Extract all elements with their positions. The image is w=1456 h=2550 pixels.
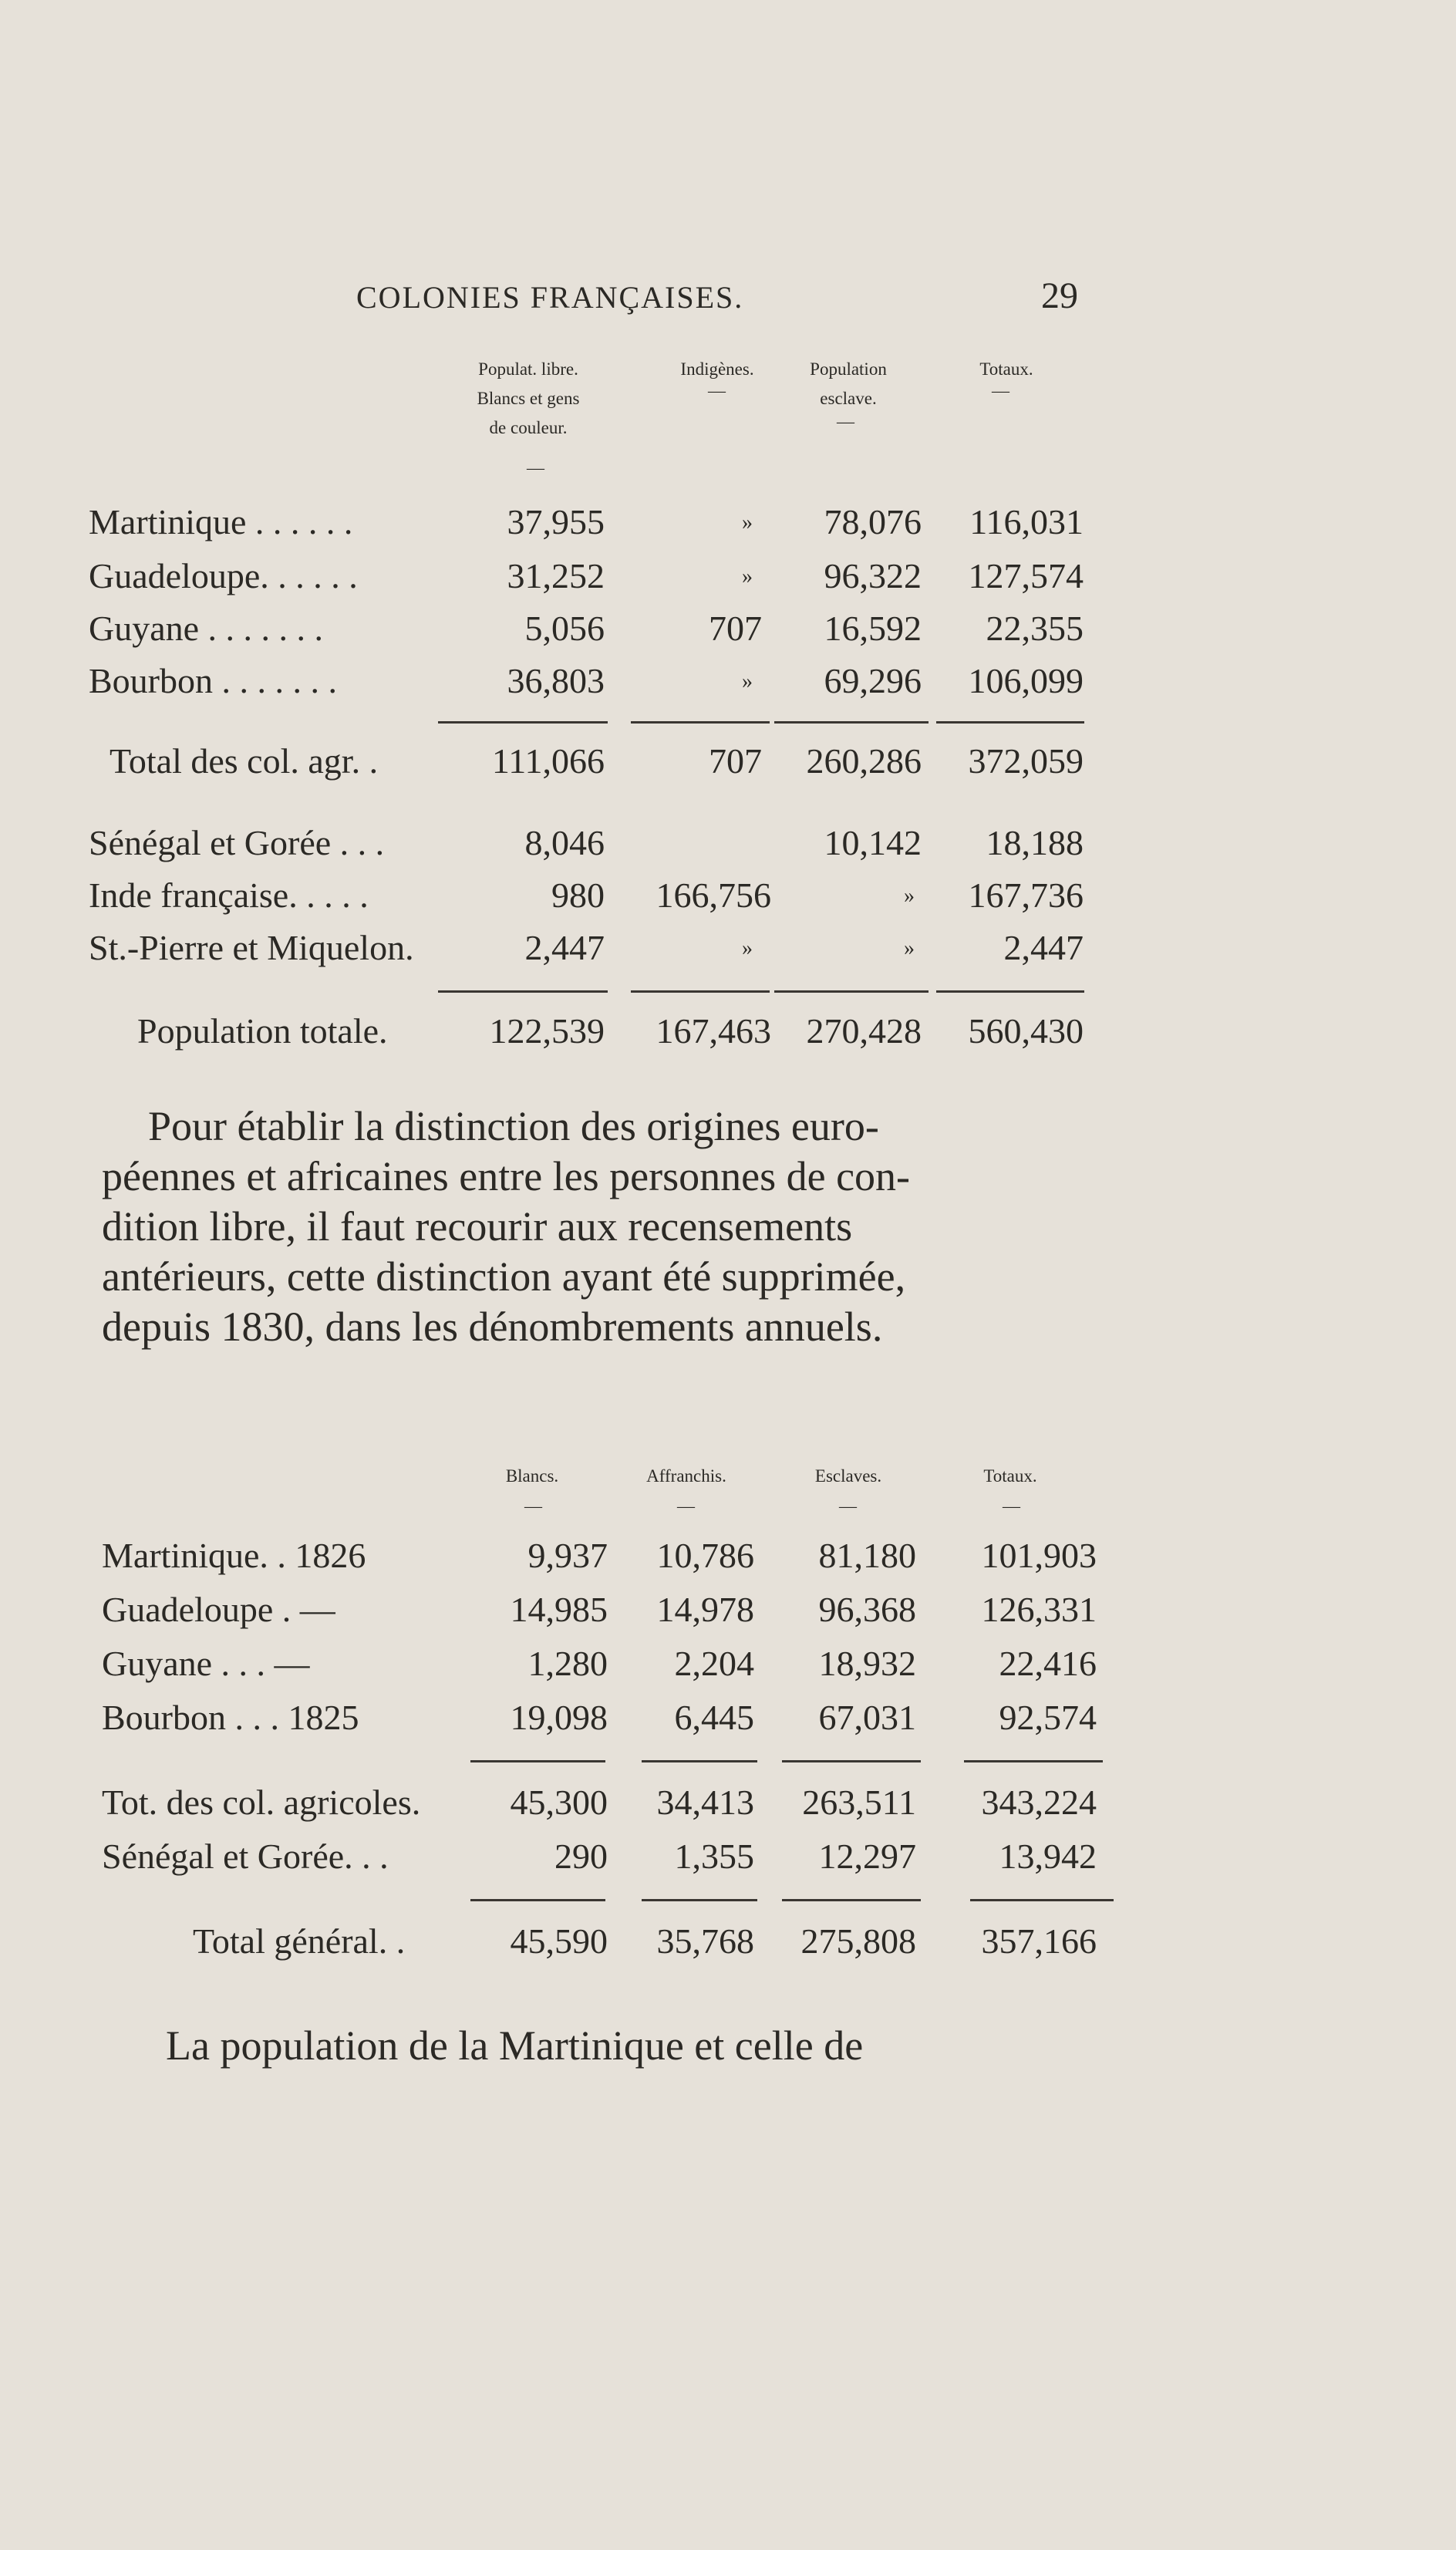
cell-value: 35,768 [656, 1921, 754, 1961]
cell-value: 122,539 [489, 1011, 605, 1051]
row-label: Guadeloupe. . . . . . [89, 556, 358, 595]
sum-rule [470, 1899, 605, 1901]
cell-value: 69,296 [824, 661, 922, 700]
row-label: Martinique. . 1826 [102, 1536, 366, 1575]
cell-value: 96,322 [824, 556, 922, 595]
col-header-freedmen: Affranchis. [646, 1466, 726, 1486]
cell-value: 14,978 [656, 1590, 754, 1629]
cell-value: 707 [709, 741, 762, 781]
header-dash: — [677, 1496, 695, 1516]
paragraph-line: péennes et africaines entre les personnes de con- [102, 1153, 911, 1199]
cell-value: 8,046 [524, 823, 605, 862]
cell-value: 275,808 [800, 1921, 916, 1961]
cell-value: 67,031 [818, 1698, 916, 1737]
cell-value: 6,445 [674, 1698, 754, 1737]
cell-value: 22,355 [986, 609, 1084, 648]
header-dash: — [524, 1496, 542, 1516]
cell-value: 560,430 [968, 1011, 1084, 1051]
sum-rule [438, 721, 608, 724]
col-header-line: Blancs et gens [477, 389, 580, 408]
cell-value: 14,985 [510, 1590, 608, 1629]
cell-value: 707 [709, 609, 762, 648]
cell-value: 167,463 [656, 1011, 771, 1051]
sum-rule [631, 721, 770, 724]
row-label: Inde française. . . . . [89, 875, 369, 915]
paragraph-line: antérieurs, cette distinction ayant été supprimée, [102, 1253, 906, 1300]
cell-value: 343,224 [981, 1783, 1097, 1822]
header-dash: — [992, 381, 1009, 400]
cell-value: 10,142 [824, 823, 922, 862]
cell-value: 116,031 [969, 502, 1084, 541]
cell-value: 263,511 [802, 1783, 916, 1822]
sum-rule [782, 1899, 921, 1901]
cell-value: 78,076 [824, 502, 922, 541]
row-label: St.-Pierre et Miquelon. [89, 928, 414, 967]
row-label: Martinique . . . . . . [89, 502, 353, 541]
col-header-natives: Indigènes. [680, 359, 754, 379]
col-header-slave-population [783, 355, 914, 413]
sum-rule [774, 990, 929, 993]
cell-value: 1,355 [674, 1837, 754, 1876]
cell-value: 45,590 [510, 1921, 608, 1961]
body-paragraph [102, 1101, 1089, 1352]
sum-rule [774, 721, 929, 724]
cell-value: 18,188 [986, 823, 1084, 862]
col-header-line: Population [810, 359, 887, 379]
cell-value: 2,204 [674, 1644, 754, 1683]
row-label: Tot. des col. agricoles. [102, 1783, 421, 1822]
col-header-line: Populat. libre. [478, 359, 578, 379]
cell-value: 22,416 [999, 1644, 1097, 1683]
cell-value: 19,098 [510, 1698, 608, 1737]
sum-rule [631, 990, 770, 993]
col-header-line: esclave. [820, 389, 877, 408]
closing-line: La population de la Martinique et celle de [166, 2022, 864, 2069]
cell-value: 111,066 [491, 741, 605, 781]
row-label: Sénégal et Gorée . . . [89, 823, 385, 862]
cell-value: 13,942 [999, 1837, 1097, 1876]
sum-rule [782, 1760, 921, 1762]
ditto-mark: » [742, 670, 753, 693]
cell-value: 34,413 [656, 1783, 754, 1822]
paragraph-line: Pour établir la distinction des origines euro- [148, 1103, 879, 1149]
cell-value: 270,428 [806, 1011, 922, 1051]
header-dash: — [1003, 1496, 1020, 1516]
col-header-totals: Totaux. [979, 359, 1033, 379]
cell-value: 45,300 [510, 1783, 608, 1822]
sum-rule [964, 1760, 1103, 1762]
cell-value: 16,592 [824, 609, 922, 648]
cell-value: 166,756 [656, 875, 771, 915]
row-label: Sénégal et Gorée. . . [102, 1837, 389, 1876]
row-label: Bourbon . . . 1825 [102, 1698, 359, 1737]
sum-rule [642, 1899, 757, 1901]
cell-value: 1,280 [527, 1644, 608, 1683]
col-header-totals: Totaux. [983, 1466, 1037, 1486]
cell-value: 10,786 [656, 1536, 754, 1575]
col-header-slaves: Esclaves. [814, 1466, 882, 1486]
paragraph-line: dition libre, il faut recourir aux recensements [102, 1203, 853, 1250]
row-label: Total général. . [193, 1921, 406, 1961]
ditto-mark: » [742, 565, 753, 589]
header-dash: — [839, 1496, 857, 1516]
sum-rule [642, 1760, 757, 1762]
cell-value: 92,574 [999, 1698, 1097, 1737]
row-label: Guyane . . . — [102, 1644, 310, 1683]
sum-rule [936, 721, 1084, 724]
cell-value: 37,955 [507, 502, 605, 541]
ditto-mark: » [742, 511, 753, 535]
sum-rule [470, 1760, 605, 1762]
page-number: 29 [1041, 275, 1078, 316]
cell-value: 290 [554, 1837, 608, 1876]
header-dash: — [708, 381, 726, 400]
cell-value: 81,180 [818, 1536, 916, 1575]
sum-rule [970, 1899, 1114, 1901]
cell-value: 36,803 [507, 661, 605, 700]
cell-value: 106,099 [968, 661, 1084, 700]
ditto-mark: » [904, 884, 915, 908]
cell-value: 96,368 [818, 1590, 916, 1629]
cell-value: 9,937 [527, 1536, 608, 1575]
header-dash: — [837, 412, 854, 431]
cell-value: 31,252 [507, 556, 605, 595]
cell-value: 980 [551, 875, 605, 915]
running-title: COLONIES FRANÇAISES. [356, 280, 744, 315]
row-label: Population totale. [137, 1011, 388, 1051]
row-label: Guyane . . . . . . . [89, 609, 324, 648]
cell-value: 18,932 [818, 1644, 916, 1683]
cell-value: 372,059 [968, 741, 1084, 781]
col-header-line: de couleur. [489, 418, 568, 437]
col-header-free-population [432, 355, 625, 443]
cell-value: 357,166 [981, 1921, 1097, 1961]
row-label: Bourbon . . . . . . . [89, 661, 337, 700]
sum-rule [936, 990, 1084, 993]
ditto-mark: » [904, 936, 915, 960]
cell-value: 12,297 [818, 1837, 916, 1876]
cell-value: 5,056 [524, 609, 605, 648]
paragraph-line: depuis 1830, dans les dénombrements annuels. [102, 1304, 883, 1350]
row-label: Guadeloupe . — [102, 1590, 335, 1629]
ditto-mark: » [742, 936, 753, 960]
cell-value: 2,447 [524, 928, 605, 967]
header-dash: — [527, 458, 544, 477]
cell-value: 126,331 [981, 1590, 1097, 1629]
cell-value: 127,574 [968, 556, 1084, 595]
sum-rule [438, 990, 608, 993]
cell-value: 167,736 [968, 875, 1084, 915]
cell-value: 260,286 [806, 741, 922, 781]
cell-value: 2,447 [1003, 928, 1084, 967]
cell-value: 101,903 [981, 1536, 1097, 1575]
row-label: Total des col. agr. . [110, 741, 379, 781]
col-header-whites: Blancs. [505, 1466, 559, 1486]
